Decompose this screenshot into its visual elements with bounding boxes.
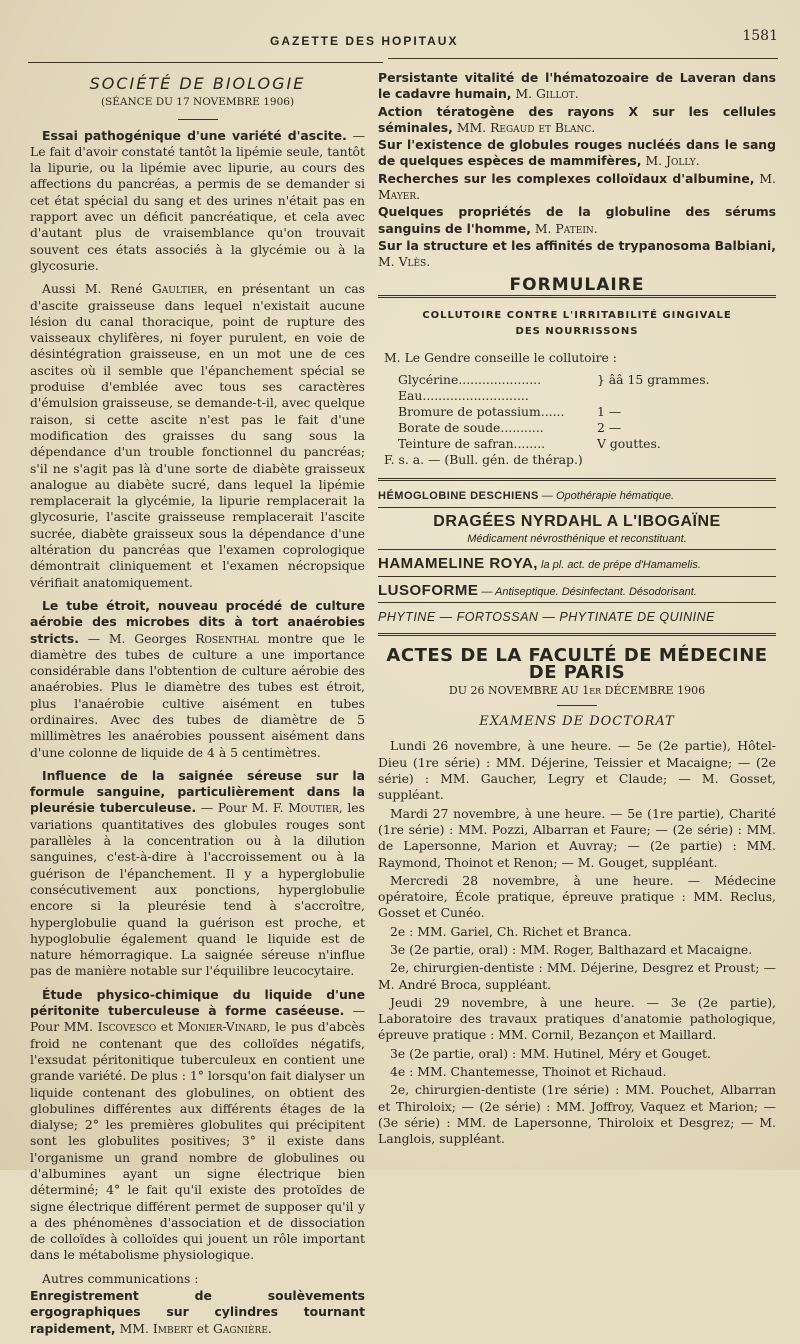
author-name: M. Gillot. [515,86,579,102]
exam-entry: Mardi 27 novembre, à une heure. — 5e (1re partie), Charité (1re série) : MM. Pozzi, Albarran et Faure; — (2e série) : MM. de Lapersonne, Marion et Auvray; — (2e partie) : MM. Raymond, Thoinot et Renon; — M. Gouget, suppléant. [378,805,776,870]
formulaire-subtitle-line: DES NOURRISSONS [515,326,639,338]
author-name: Imbert [152,1320,193,1336]
exam-entry: Jeudi 29 novembre, à une heure. — 3e (2e partie), Laboratoire des travaux pratiques d'anatomie pathologique, épreuve pratique : MM. Cornil, Bezançon et Maillard. [378,994,776,1043]
article-text: montre que le diamètre des tubes de culture a une importance considérable dans l'obtention de culture aérobie des anaérobies. Plus le diamètre des tubes est étroit, plus l'anaérobie cultive aisément en tubes ordinaires. Avec des tubes de diamètre de 5 millimètres les anaérobies poussent aisément dans d'une colonne de liquide de 4 à 5 centimètres. [30,630,365,760]
recipe [384,350,776,468]
exam-entry: 2e, chirurgien-dentiste : MM. Déjerine, Desgrez et Proust; — M. André Broca, suppléant. [378,960,776,992]
article-text: — M. Georges [79,630,196,646]
article-title: Influence de la saignée séreuse sur la formule sanguine, particulièrement dans la pleurésie tuberculeuse. [30,767,365,816]
actes-subtitle: DU 26 NOVEMBRE AU 1er DÉCEMBRE 1906 [448,683,706,697]
formulaire-rule [378,295,776,298]
article-paragraph [30,281,365,591]
exam-entry: 3e (2e partie, oral) : MM. Roger, Balthazard et Macaigne. [390,941,753,957]
communication-item [378,137,776,170]
article-text: , en présentant un cas d'ascite graisseuse dans lequel n'existait aucune lésion du canal thoracique, point de rupture des vaisseaux chylifères, ni foyer purulent, en voie de désintégration graisseuse, en un mot une de ces ascites où il semble que l'épanchement spécial se produise d'emblée avec tous ses caractères d'émulsion graisseuse, se demande-t-il, avec quelque raison, si cette ascite n'est pas le fait d'une modification des graisses du sang sous la dépendance d'un trouble fonctionnel du pancréas; s'il ne s'agit pas là d'une sorte de diabète graisseux analogue au diabète sucré, dans lequel la lipémie remplacerait la glycémie, la lipurie remplacerait la glycosurie, l'ascite graisseuse remplacerait l'ascite sucrée, diabète graisseux sous la dépendance d'une altération du pancréas que l'examen coprologique démontrait cliniquement et l'examen nécropsique vérifiait anatomiquement. [30,281,366,590]
ad-hemoglobine [378,487,776,507]
recipe-ingredient: Borate de soude........... [398,420,544,436]
ad-phytine [378,609,776,627]
exam-entry: Mercredi 28 novembre, à une heure. — Médecine opératoire, École pratique, épreuve pratique : MM. Reclus, Gosset et Cunéo. [378,872,776,921]
recipe-row [384,388,776,404]
page-number: 1581 [742,28,778,44]
ad-hamameline [378,556,776,576]
author-name: M. Vlès. [378,254,431,270]
article-text: et [192,1320,213,1336]
ad-brand: LUSOFORME [378,581,479,599]
article-paragraph [30,1288,365,1337]
author-name: Gagnière [212,1320,268,1336]
author-name: Iscovesco [97,1019,157,1035]
formulaire-title: FORMULAIRE [509,274,645,295]
section-title: SOCIÉTÉ DE BIOLOGIE [89,74,306,93]
ad-dragees [378,514,776,551]
author-name: MM. Regaud et Blanc. [456,119,596,135]
ad-description: Médicament névrosthénique et reconstituant. [467,533,687,546]
ad-lusoforme [378,583,776,603]
recipe-quantity: 1 — [596,404,622,420]
actes-title: ACTES DE LA FACULTÉ DE MÉDECINE DE PARIS [386,645,768,683]
author-name: Monier-Vinard [177,1019,267,1035]
recipe-intro: M. Le Gendre conseille le collutoire : [384,350,617,366]
left-column [30,70,365,1344]
communication-item [378,70,776,103]
article-text: — Pour M. F. [196,800,289,816]
recipe-quantity: } ââ 15 grammes. [596,372,710,388]
article-text: , les variations quantitatives des globules rouges sont parallèles à la concentration ou à la dilution sanguines, c'est-à-dire à l'accroissement ou à la guérison de l'épanchement. Il y a hyperglobulie consécutivement aux ponctions, hyperglobulie encore si la pleurésie tend à s'accroître, hyperglobulie quand la guérison est proche, et hypoglobulie également quand le liquide est de nature hémorragique. La saignée séreuse n'influe pas de manière notable sur l'équilibre leucocytaire. [30,800,365,979]
ad-brand: PHYTINE — FORTOSSAN — PHYTINATE DE QUININE [378,609,716,624]
article-text: — Le fait d'avoir constaté tantôt la lipémie seule, tantôt la lipurie, ou la lipémie avec lipurie, au cours des affections du pancréas, a permis de se demander si cet état spécial du sang et des urines n'était pas en rapport avec un déficit pancréatique, et cela avec d'autant plus de vraisemblance qu'on trouvait souvent ces états associés à la glycémie ou à la glycosurie. [30,127,365,273]
right-column [378,70,776,1150]
ad-brand: HÉMOGLOBINE DESCHIENS [378,490,539,503]
communication-title: Quelques propriétés de la globuline des sérums sanguins de l'homme, [378,204,776,236]
author-name: Moutier [288,800,339,816]
author-name: Gaultier [151,281,205,297]
recipe-row [384,436,776,452]
ad-brand: HAMAMELINE ROYA, [378,555,538,573]
recipe-ingredient: Teinture de safran........ [398,436,546,452]
ad-description: la pl. act. de prépe d'Hamamelis. [537,559,701,572]
article-text: MM. [115,1320,153,1336]
author-name: Rosenthal [195,630,259,646]
header-rule-right [388,58,778,59]
ad-brand: DRAGÉES NYRDAHL A L'IBOGAÏNE [433,512,721,530]
recipe-ingredient: Glycérine..................... [398,372,542,388]
journal-title: GAZETTE DES HOPITAUX [270,34,459,48]
article-paragraph [30,598,365,761]
formulaire-subtitle [378,308,776,341]
communication-item [378,204,776,237]
article-paragraph [30,768,365,980]
communication-title: Recherches sur les complexes colloïdaux d'albumine, [378,170,755,186]
header-rule-left [28,62,383,63]
section-subtitle: (SÉANCE DU 17 NOVEMBRE 1906) [100,96,295,109]
article-paragraph [30,128,365,275]
communication-item [378,171,776,204]
ad-description: — Opothérapie hématique. [538,490,674,503]
communication-title: Sur l'existence de globules rouges nucléés dans le sang de quelques espèces de mammifères, [378,137,776,169]
exam-entry: 2e, chirurgien-dentiste (1re série) : MM. Pouchet, Albarran et Thiroloix; — (2e série) : MM. Joffroy, Vaquez et Marion; — (3e série) : MM. de Lapersonne, Thiroloix et Desgrez; — M. Langlois, suppléant. [378,1082,776,1147]
section-rule [178,119,218,120]
author-name: M. Patein. [534,220,598,236]
ads-rule [378,478,776,481]
recipe-row [384,404,776,420]
article-text: , le pus d'abcès froid ne contenant que des colloïdes négatifs, l'exsudat péritonitique tuberculeux en contient une grande variété. De plus : 1° lorsqu'on fait dialyser un liquide contenant des globulines, on obtient des globulines différentes aux différents étages de la dialyse; 2° les premières globulites qui précipitent sont les globulites positives; 3° il existe dans l'organisme un grand nombre de globulines ou d'albumines ayant un signe électrique bien déterminé; 4° le fait qu'il existe des protoïdes de signe électrique différent permet de supposer qu'il y a des phénomènes d'association et de dissociation de colloïdes à colloïdes qui jouent un rôle important dans le métabolisme physiologique. [30,1019,366,1263]
exam-entry: Lundi 26 novembre, à une heure. — 5e (2e partie), Hôtel-Dieu (1re série) : MM. Déjerine, Teissier et Macaigne; — (2e série) : MM. Gaucher, Legry et Claude; — M. Gosset, suppléant. [378,738,776,803]
communications-list [378,70,776,271]
article-title: Étude physico-chimique du liquide d'une péritonite tuberculeuse à forme caséeuse. [30,986,365,1019]
communication-item [378,104,776,137]
recipe-ingredient: Bromure de potassium...... [398,404,565,420]
examens-title: EXAMENS DE DOCTORAT [479,714,675,730]
exam-entry: 3e (2e partie, oral) : MM. Hutinel, Méry et Gouget. [390,1045,711,1061]
formulaire-subtitle-line: COLLUTOIRE CONTRE L'IRRITABILITÉ GINGIVALE [422,309,732,321]
recipe-end: F. s. a. — (Bull. gén. de thérap.) [384,452,583,468]
article-paragraph [30,987,365,1264]
page-header [0,28,800,52]
exam-entry: 4e : MM. Chantemesse, Thoinot et Richaud. [390,1064,667,1080]
exams-list [378,738,776,1147]
article-title: Essai pathogénique d'une variété d'ascite. [42,127,347,143]
actes-rule [378,633,776,636]
communication-item [378,238,776,271]
article-text: et [156,1019,178,1035]
communication-title: Sur la structure et les affinités de trypanosoma Balbiani, [378,237,776,253]
ad-description: — Antiseptique. Désinfectant. Désodorisant. [478,585,697,598]
article-title: Le tube étroit, nouveau procédé de culture aérobie des microbes dits à tort anaérobies stricts. [30,597,365,646]
recipe-quantity: V gouttes. [596,436,661,452]
author-name: M. Jolly. [645,153,700,169]
author-name: M. Mayer. [378,170,776,203]
actes-short-rule [557,705,597,706]
recipe-quantity [597,388,776,404]
article-text: Aussi M. René [42,281,152,297]
communication-title: Action tératogène des rayons X sur les cellules séminales, [378,103,776,135]
recipe-quantity: 2 — [596,420,622,436]
other-communications-label: Autres communications : [42,1270,199,1286]
article-text: . [267,1320,272,1336]
article-title: Enregistrement de soulèvements ergographiques sur cylindres tournant rapidement, [30,1288,365,1336]
communication-title: Persistante vitalité de l'hématozoaire de Laveran dans le cadavre humain, [378,70,776,102]
recipe-row [384,372,776,388]
recipe-ingredient: Eau........................... [398,388,529,404]
recipe-row [384,420,776,436]
article-text: — Pour MM. [30,1003,365,1035]
exam-entry: 2e : MM. Gariel, Ch. Richet et Branca. [390,923,632,939]
